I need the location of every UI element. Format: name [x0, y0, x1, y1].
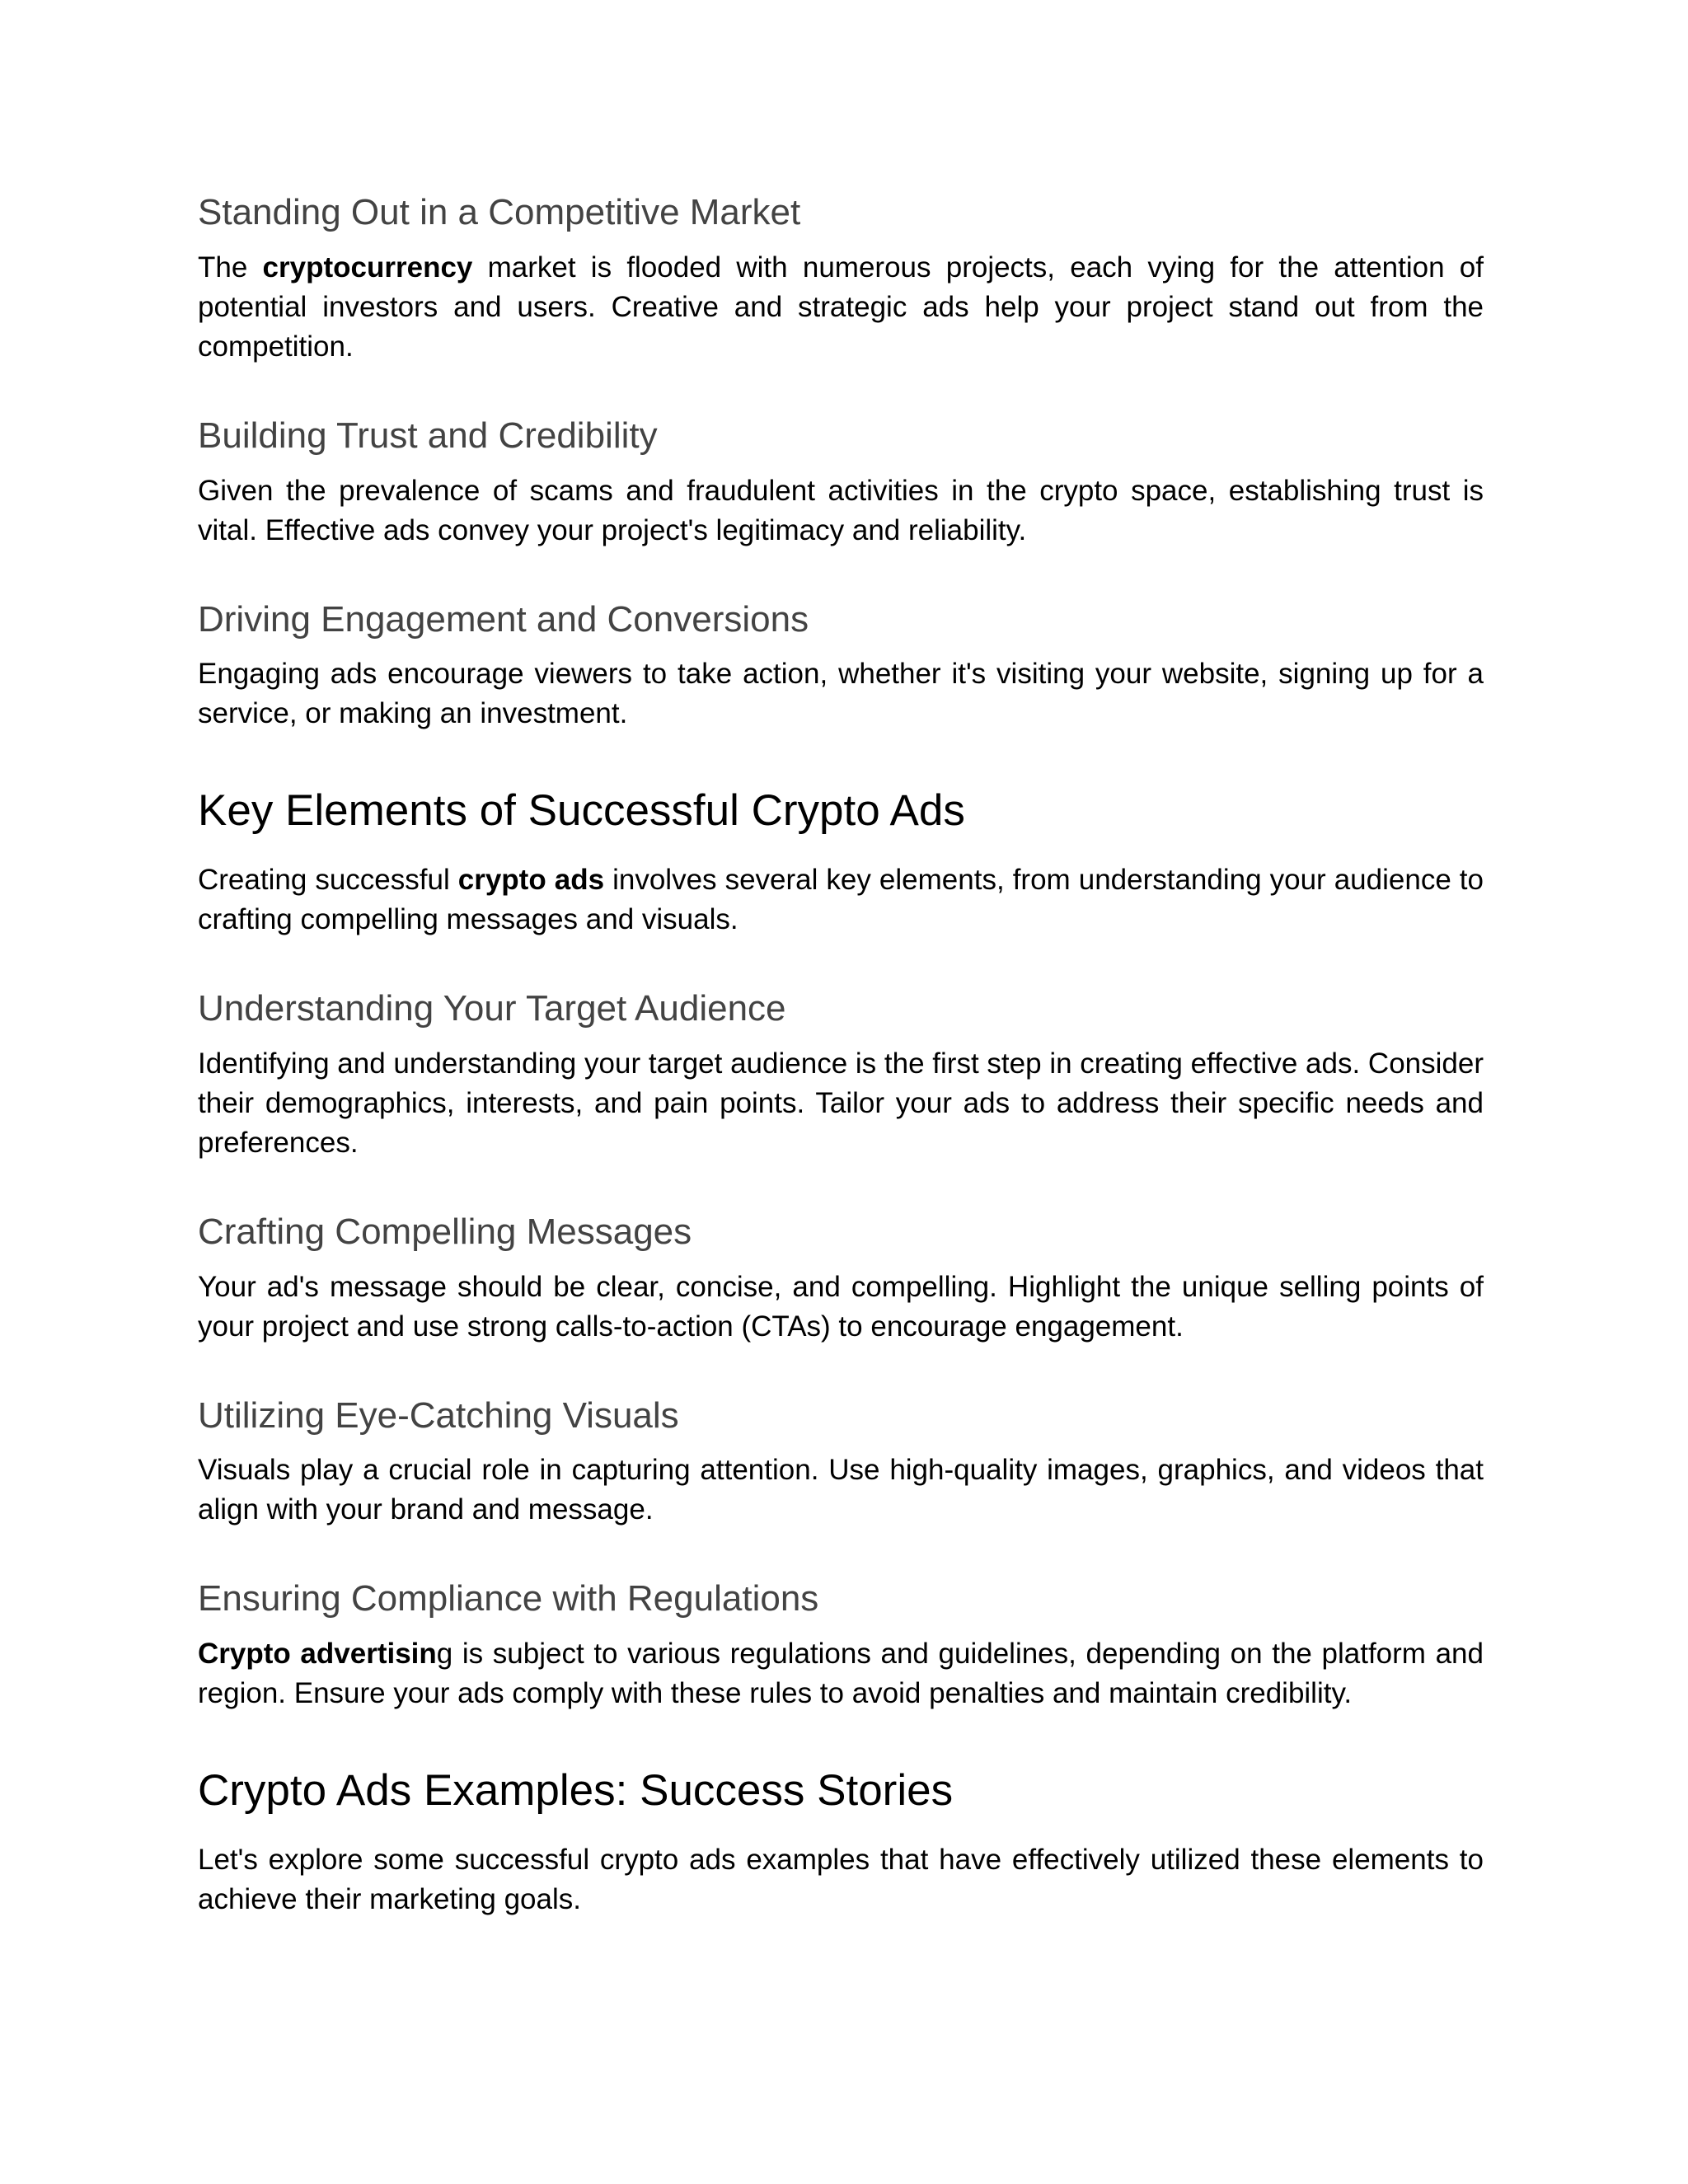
paragraph-trust: Given the prevalence of scams and fraudulent activities in the crypto space, establishing trust is vital. Effective ads convey your project's legitimacy and reliability.	[198, 474, 1484, 546]
heading-examples: Crypto Ads Examples: Success Stories	[198, 1766, 954, 1816]
paragraph-compliance	[198, 1634, 1484, 1713]
heading-compliance: Ensuring Compliance with Regulations	[198, 1578, 819, 1619]
heading-audience: Understanding Your Target Audience	[198, 987, 786, 1029]
heading-standing-out: Standing Out in a Competitive Market	[198, 192, 801, 232]
text-run: involves several key elements, from understanding your audience to crafting compelling messages and visuals.	[198, 863, 1484, 935]
bold-term-crypto-advertising: Crypto advertisin	[198, 1638, 437, 1671]
heading-key-elements: Key Elements of Successful Crypto Ads	[198, 786, 965, 836]
paragraph-messages: Your ad's message should be clear, concise, and compelling. Highlight the unique selling points of your project and use strong calls-to-action (CTAs) to encourage engagement.	[198, 1270, 1484, 1343]
paragraph-audience: Identifying and understanding your target audience is the first step in creating effective ads. Consider their demographics, interests, and pain points. Tailor your ads to address their specific needs and preferences.	[198, 1047, 1484, 1159]
text-run: market is flooded with numerous projects, each vying for the attention of potential investors and users. Creative and strategic ads help your project stand out from the competition.	[198, 251, 1484, 363]
text-run: g is subject to various regulations and guidelines, depending on the platform and region. Ensure your ads comply with these rules to avoid penalties and maintain credibility.	[198, 1638, 1484, 1710]
document-page	[198, 191, 1484, 1919]
paragraph-visuals: Visuals play a crucial role in capturing attention. Use high-quality images, graphics, and videos that align with your brand and message.	[198, 1454, 1484, 1526]
bold-term-cryptocurrency: cryptocurrency	[262, 251, 473, 284]
paragraph-key-elements	[198, 860, 1484, 940]
text-run: The	[198, 251, 263, 284]
paragraph-engagement: Engaging ads encourage viewers to take action, whether it's visiting your website, signing up for a service, or making an investment.	[198, 658, 1484, 730]
bold-term-crypto-ads: crypto ads	[457, 863, 605, 896]
heading-messages: Crafting Compelling Messages	[198, 1211, 692, 1252]
paragraph-examples: Let's explore some successful crypto ads examples that have effectively utilized these elements to achieve their marketing goals.	[198, 1843, 1484, 1915]
heading-engagement: Driving Engagement and Conversions	[198, 598, 809, 640]
heading-trust: Building Trust and Credibility	[198, 415, 658, 456]
text-run: Creating successful	[198, 863, 458, 896]
paragraph-standing-out	[198, 248, 1484, 367]
heading-visuals: Utilizing Eye-Catching Visuals	[198, 1394, 679, 1436]
